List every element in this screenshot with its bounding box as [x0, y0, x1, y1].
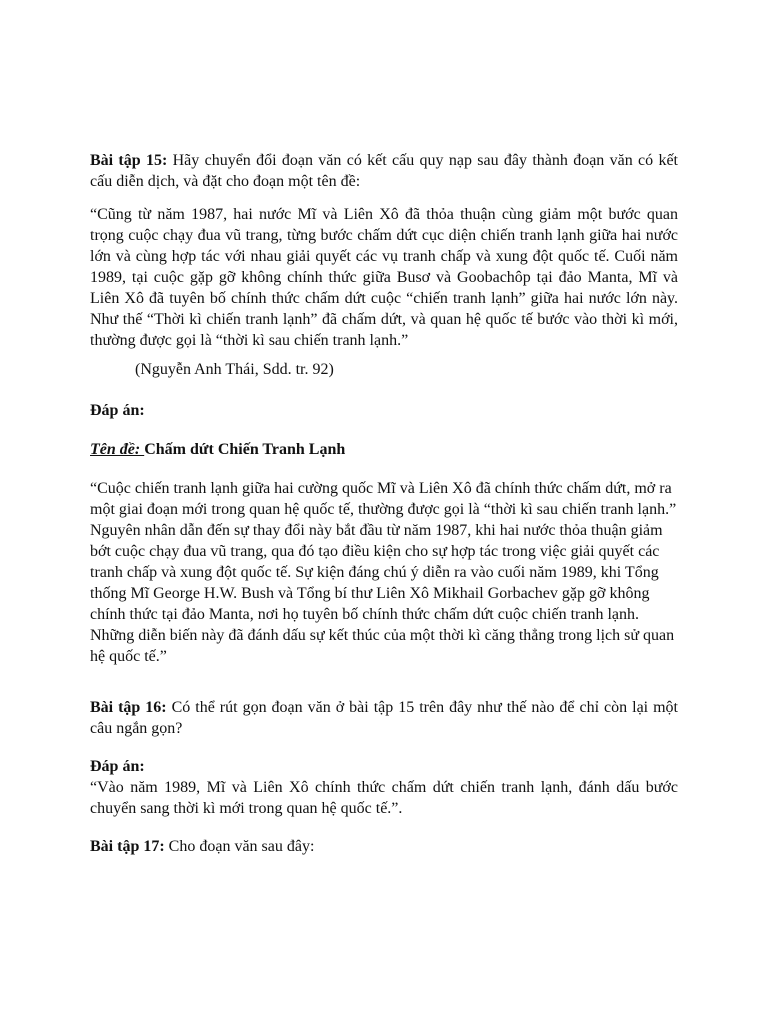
- document-page: [90, 150, 678, 857]
- exercise-17-label: Bài tập 17:: [90, 838, 165, 855]
- exercise-16-prompt: Có thể rút gọn đoạn văn ở bài tập 15 trên đây như thế nào để chỉ còn lại một câu ngắn gọn?: [90, 699, 678, 737]
- exercise-15-label: Bài tập 15:: [90, 152, 168, 169]
- exercise-15-prompt: Hãy chuyển đổi đoạn văn có kết cấu quy nạp sau đây thành đoạn văn có kết cấu diễn dịch, và đặt cho đoạn một tên đề:: [90, 152, 678, 190]
- exercise-17-prompt: Cho đoạn văn sau đây:: [164, 838, 315, 855]
- title-value: Chấm dứt Chiến Tranh Lạnh: [144, 441, 346, 458]
- exercise-16-label: Bài tập 16:: [90, 699, 167, 716]
- exercise-17-heading: [90, 836, 678, 857]
- answer-label-text: Đáp án:: [90, 758, 145, 775]
- exercise-15-title-line: [90, 439, 678, 460]
- exercise-15-citation: (Nguyễn Anh Thái, Sdd. tr. 92): [135, 361, 334, 378]
- exercise-16-answer-text: “Vào năm 1989, Mĩ và Liên Xô chính thức chấm dứt chiến tranh lạnh, đánh dấu bước chuyển sang thời kì mới trong quan hệ quốc tế.”.: [90, 779, 678, 817]
- answer-label-text: Đáp án:: [90, 402, 145, 419]
- exercise-16-answer-label: [90, 756, 678, 777]
- exercise-15-answer-label: [90, 400, 678, 421]
- exercise-15-answer-text: “Cuộc chiến tranh lạnh giữa hai cường quốc Mĩ và Liên Xô đã chính thức chấm dứt, mở ra một giai đoạn mới trong quan hệ quốc tế, thường được gọi là “thời kì sau chiến tranh lạnh.” Nguyên nhân dẫn đến sự thay đổi này bắt đầu từ năm 1987, khi hai nước thỏa thuận giảm bớt cuộc chạy đua vũ trang, qua đó tạo điều kiện cho sự hợp tác trong việc giải quyết các tranh chấp và xung đột quốc tế. Sự kiện đáng chú ý diễn ra vào cuối năm 1989, khi Tổng thống Mĩ George H.W. Bush và Tổng bí thư Liên Xô Mikhail Gorbachev gặp gỡ không chính thức tại đảo Manta, nơi họ tuyên bố chính thức chấm dứt cuộc chiến tranh lạnh. Những diễn biến này đã đánh dấu sự kết thúc của một thời kì căng thẳng trong lịch sử quan hệ quốc tế.”: [90, 480, 677, 665]
- exercise-15-heading: [90, 150, 678, 192]
- exercise-15-quote: “Cũng từ năm 1987, hai nước Mĩ và Liên Xô đã thỏa thuận cùng giảm một bước quan trọng cuộc chạy đua vũ trang, từng bước chấm dứt cục diện chiến tranh lạnh giữa hai nước lớn và cùng hợp tác với nhau giải quyết các vụ tranh chấp và xung đột quốc tế. Cuối năm 1989, tại cuộc gặp gỡ không chính thức giữa Busơ và Goobachôp tại đảo Manta, Mĩ và Liên Xô đã tuyên bố chính thức chấm dứt cuộc “chiến tranh lạnh” giữa hai nước lớn này. Như thế “Thời kì chiến tranh lạnh” đã chấm dứt, và quan hệ quốc tế bước vào thời kì mới, thường được gọi là “thời kì sau chiến tranh lạnh.”: [90, 206, 678, 349]
- title-label: Tên đề:: [90, 441, 145, 458]
- exercise-16-heading: [90, 697, 678, 739]
